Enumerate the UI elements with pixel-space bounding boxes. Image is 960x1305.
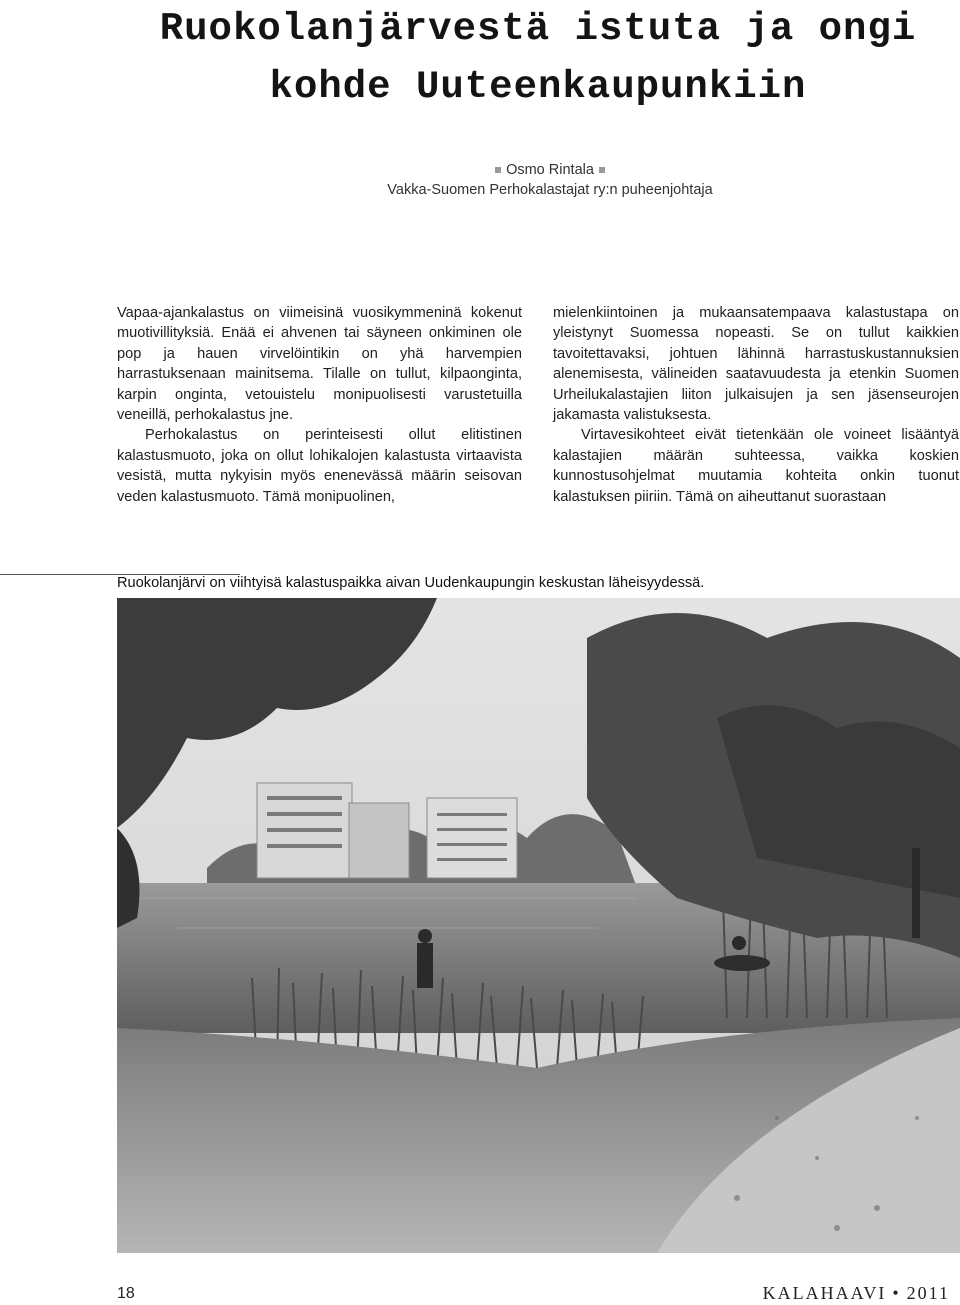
author-name: Osmo Rintala — [506, 162, 594, 178]
page-number: 18 — [117, 1285, 135, 1302]
footer-separator: • — [892, 1283, 901, 1303]
paragraph: Vapaa-ajankalastus on viimeisinä vuosikymmeninä kokenut muotivillityksiä. Enää ei ahvenen tai säyneen onkiminen ole pop ja hauen virvelöintikin on yhä harvempien harrastuksenaan mainitsema. Tilalle on tullut, kilpaonginta, karpin onginta, vetouistelu monipuolisesti varustetuilla veneillä, perhokalastus jne. — [117, 305, 522, 424]
paragraph: Virtavesikohteet eivät tietenkään ole voineet lisääntyä kalastajien määrän suhteessa, vaikka koskien kunnostusohjelmat muutamia kohteita onkin tuonut kalastuksen piiriin. Tämä on aiheuttanut suorastaan — [553, 427, 959, 505]
square-bullet-icon — [599, 167, 605, 173]
paragraph: Perhokalastus on perinteisesti ollut elitistinen kalastusmuoto, joka on ollut lohikalojen kalastusta virtaavista vesistä, mutta nykyisin myös enenevässä määrin seisovan veden kalastusmuoto. Tämä monipuolinen, — [117, 427, 522, 505]
title-line-1: Ruokolanjärvestä istuta ja ongi — [159, 7, 917, 51]
lake-photo — [117, 598, 960, 1253]
magazine-name: KALAHAAVI — [762, 1283, 887, 1303]
title-line-2: kohde Uuteenkaupunkiin — [269, 65, 807, 109]
square-bullet-icon — [495, 167, 501, 173]
article-title — [118, 0, 958, 116]
paragraph: mielenkiintoinen ja mukaansatempaava kalastustapa on yleistynyt Suomessa nopeasti. Se on tullut kaikkien tavoitettavaksi, johtuen lähinnä harrastuskustannuksien alenemisesta, välineiden saatavuudesta ja etenkin Suomen Urheilukalastajien liiton julkaisujen ja sen jäsenseurojen jakamasta valistuksesta. — [553, 305, 959, 424]
magazine-year: 2011 — [906, 1283, 950, 1303]
body-column-left — [117, 303, 522, 507]
body-column-right — [553, 303, 959, 507]
author-role: Vakka-Suomen Perhokalastajat ry:n puheenjohtaja — [387, 182, 713, 198]
magazine-footer — [763, 1283, 950, 1304]
byline — [300, 160, 800, 200]
photo-caption: Ruokolanjärvi on viihtyisä kalastuspaikka aivan Uudenkaupungin keskustan läheisyydessä. — [117, 575, 705, 591]
